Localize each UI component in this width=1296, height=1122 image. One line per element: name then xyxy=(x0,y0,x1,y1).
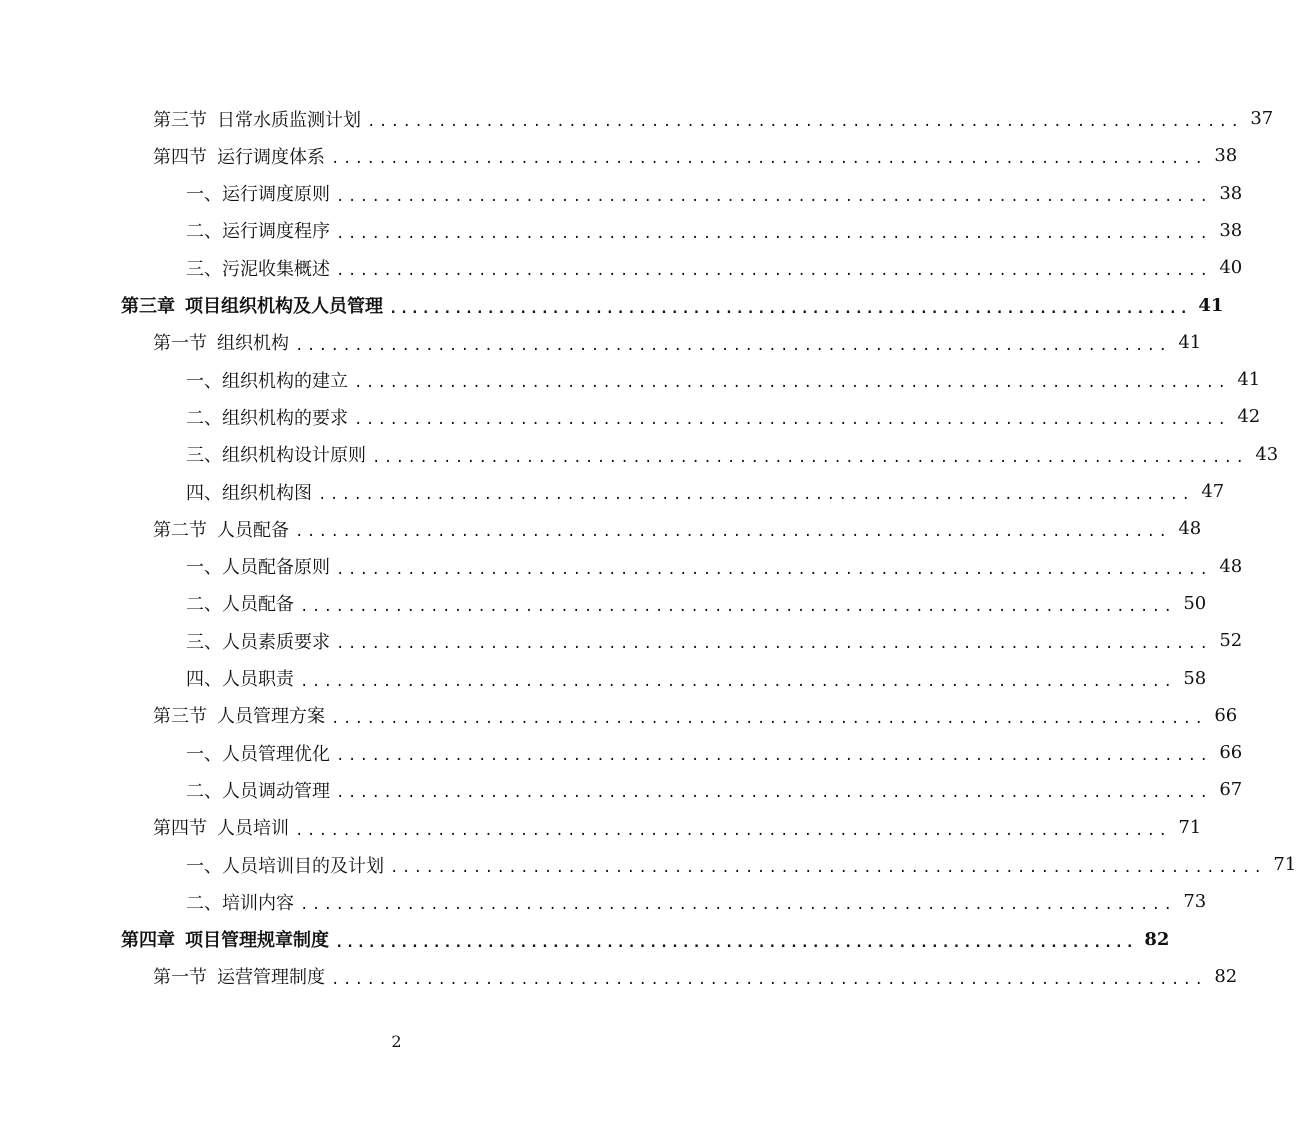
toc-page-number: 73 xyxy=(1183,891,1207,913)
toc-dot-leader: .......................................................................... xyxy=(335,934,1137,951)
toc-dot-leader: .......................................................................... xyxy=(295,337,1171,354)
toc-page-number: 52 xyxy=(1219,630,1243,652)
toc-subsection-row[interactable] xyxy=(186,660,1207,697)
toc-entry-label xyxy=(186,665,294,691)
toc-page-number: 82 xyxy=(1144,928,1170,950)
toc-entry-title: 运行调度体系 xyxy=(217,146,325,168)
toc-entry-prefix: 第四章 xyxy=(121,930,175,952)
toc-subsection-row[interactable] xyxy=(186,585,1207,622)
toc-entry-title: 人员管理方案 xyxy=(217,706,325,728)
toc-dot-leader: .......................................................................... xyxy=(295,524,1171,541)
toc-page-number: 82 xyxy=(1214,965,1238,987)
toc-entry-label xyxy=(186,777,330,803)
toc-subsection-row[interactable] xyxy=(186,212,1243,249)
toc-entry-title: 项目管理规章制度 xyxy=(185,930,329,952)
toc-page-number: 41 xyxy=(1198,294,1224,316)
toc-entry-label xyxy=(186,590,294,616)
toc-entry-prefix: 第四节 xyxy=(153,818,207,840)
toc-dot-leader: .......................................................................... xyxy=(354,375,1230,392)
toc-entry-title: 二、组织机构的要求 xyxy=(186,407,348,429)
toc-entry-prefix: 第三节 xyxy=(153,706,207,728)
toc-dot-leader: .......................................................................... xyxy=(336,785,1212,802)
toc-page-number: 43 xyxy=(1255,443,1279,465)
toc-entry-title: 一、人员培训目的及计划 xyxy=(186,855,384,877)
toc-entry-title: 二、培训内容 xyxy=(186,892,294,914)
toc-dot-leader: .......................................................................... xyxy=(354,412,1230,429)
toc-entry-label xyxy=(186,553,330,579)
toc-entry-title: 二、人员配备 xyxy=(186,594,294,616)
toc-entry-label xyxy=(186,217,330,243)
toc-dot-leader: .......................................................................... xyxy=(295,822,1171,839)
toc-entry-title: 二、运行调度程序 xyxy=(186,221,330,243)
toc-section-row[interactable] xyxy=(153,510,1202,547)
toc-page-number: 38 xyxy=(1219,219,1243,241)
toc-dot-leader: .......................................................................... xyxy=(300,598,1176,615)
toc-subsection-row[interactable] xyxy=(186,622,1243,659)
toc-dot-leader: .......................................................................... xyxy=(336,748,1212,765)
toc-section-row[interactable] xyxy=(153,137,1238,174)
toc-entry-label xyxy=(186,255,330,281)
toc-dot-leader: .......................................................................... xyxy=(331,971,1207,988)
toc-subsection-row[interactable] xyxy=(186,734,1243,771)
toc-page-number: 48 xyxy=(1219,555,1243,577)
toc-entry-label xyxy=(153,963,325,989)
toc-entry-prefix: 第一节 xyxy=(153,967,207,989)
toc-subsection-row[interactable] xyxy=(186,548,1243,585)
toc-entry-label xyxy=(153,814,289,840)
toc-entry-title: 一、人员配备原则 xyxy=(186,557,330,579)
toc-dot-leader: .......................................................................... xyxy=(390,860,1266,876)
toc-entry-label xyxy=(186,180,330,206)
toc-page-number: 58 xyxy=(1183,667,1207,689)
toc-dot-leader: .......................................................................... xyxy=(336,263,1212,280)
toc-page-number: 41 xyxy=(1178,331,1202,353)
toc-entry-label xyxy=(153,702,325,728)
toc-dot-leader: .......................................................................... xyxy=(331,151,1207,168)
toc-entry-title: 人员配备 xyxy=(217,519,289,541)
toc-page-number: 71 xyxy=(1178,816,1202,838)
toc-section-row[interactable] xyxy=(153,958,1238,995)
toc-entry-title: 三、人员素质要求 xyxy=(186,631,330,653)
toc-entry-label xyxy=(186,740,330,766)
toc-dot-leader: .......................................................................... xyxy=(389,300,1191,317)
toc-subsection-row[interactable] xyxy=(186,846,1296,883)
toc-subsection-row[interactable] xyxy=(186,249,1243,286)
toc-dot-leader: .......................................................................... xyxy=(336,225,1212,242)
toc-entry-label xyxy=(153,516,289,542)
toc-page-number: 38 xyxy=(1214,145,1238,167)
toc-dot-leader: .......................................................................... xyxy=(300,673,1176,690)
toc-page-number: 66 xyxy=(1219,742,1243,764)
page-number: 2 xyxy=(391,1032,402,1051)
toc-page-number: 40 xyxy=(1219,257,1243,279)
toc-entry-title: 三、污泥收集概述 xyxy=(186,258,330,280)
toc-page-number: 48 xyxy=(1178,518,1202,540)
toc-entry-title: 二、人员调动管理 xyxy=(186,780,330,802)
toc-subsection-row[interactable] xyxy=(186,883,1207,920)
toc-entry-label xyxy=(186,852,384,878)
toc-chapter-row[interactable] xyxy=(121,287,1224,324)
toc-entry-title: 运营管理制度 xyxy=(217,967,325,989)
toc-entry-label xyxy=(153,106,361,132)
toc-dot-leader: .......................................................................... xyxy=(318,487,1194,503)
toc-entry-title: 一、人员管理优化 xyxy=(186,743,330,765)
toc-entry-title: 三、组织机构设计原则 xyxy=(186,445,366,467)
toc-entry-label xyxy=(153,329,289,355)
toc-section-row[interactable] xyxy=(153,324,1202,361)
toc-dot-leader: .......................................................................... xyxy=(300,897,1176,914)
toc-entry-prefix: 第四节 xyxy=(153,146,207,168)
toc-subsection-row[interactable] xyxy=(186,436,1279,473)
toc-dot-leader: .......................................................................... xyxy=(367,114,1243,130)
toc-entry-label xyxy=(186,367,348,393)
toc-entry-prefix: 第三节 xyxy=(153,109,207,131)
toc-subsection-row[interactable] xyxy=(186,175,1243,212)
toc-page-number: 50 xyxy=(1183,592,1207,614)
toc-entry-label xyxy=(186,628,330,654)
toc-entry-title: 四、组织机构图 xyxy=(186,482,312,504)
toc-subsection-row[interactable] xyxy=(186,361,1261,398)
toc-entry-title: 一、组织机构的建立 xyxy=(186,370,348,392)
toc-section-row[interactable] xyxy=(153,809,1202,846)
toc-dot-leader: .......................................................................... xyxy=(331,710,1207,727)
toc-subsection-row[interactable] xyxy=(186,771,1243,808)
toc-entry-label xyxy=(121,292,383,318)
toc-page-number: 37 xyxy=(1250,108,1274,129)
toc-page-number: 38 xyxy=(1219,182,1243,204)
toc-page-number: 66 xyxy=(1214,704,1238,726)
toc-entry-label xyxy=(186,889,294,915)
toc-page-number: 42 xyxy=(1237,406,1261,428)
toc-entry-label xyxy=(186,479,312,505)
toc-page-number: 47 xyxy=(1201,481,1225,502)
toc-section-row[interactable] xyxy=(153,697,1238,734)
toc-entry-title: 项目组织机构及人员管理 xyxy=(185,296,383,317)
toc-entry-title: 日常水质监测计划 xyxy=(217,109,361,131)
toc-page-number: 67 xyxy=(1219,779,1243,801)
toc-subsection-row[interactable] xyxy=(186,398,1261,435)
toc-entry-label xyxy=(186,441,366,467)
toc-entry-label xyxy=(121,926,329,952)
toc-entry-title: 四、人员职责 xyxy=(186,669,294,690)
toc-dot-leader: .......................................................................... xyxy=(336,188,1212,205)
toc-entry-prefix: 第一节 xyxy=(153,333,207,355)
toc-dot-leader: .......................................................................... xyxy=(336,561,1212,578)
toc-entry-label xyxy=(153,143,325,169)
toc-entry-prefix: 第二节 xyxy=(153,519,207,541)
toc-dot-leader: .......................................................................... xyxy=(372,449,1248,466)
toc-entry-label xyxy=(186,404,348,430)
toc-entry-prefix: 第三章 xyxy=(121,296,175,317)
toc-entry-title: 一、运行调度原则 xyxy=(186,184,330,206)
toc-page-number: 71 xyxy=(1273,854,1296,875)
toc-entry-title: 人员培训 xyxy=(217,818,289,840)
toc-page-number: 41 xyxy=(1237,369,1261,391)
toc-subsection-row[interactable] xyxy=(186,473,1225,510)
toc-entry-title: 组织机构 xyxy=(217,333,289,355)
toc-chapter-row[interactable] xyxy=(121,921,1170,958)
toc-section-row[interactable] xyxy=(153,100,1274,137)
toc-dot-leader: .......................................................................... xyxy=(336,636,1212,653)
